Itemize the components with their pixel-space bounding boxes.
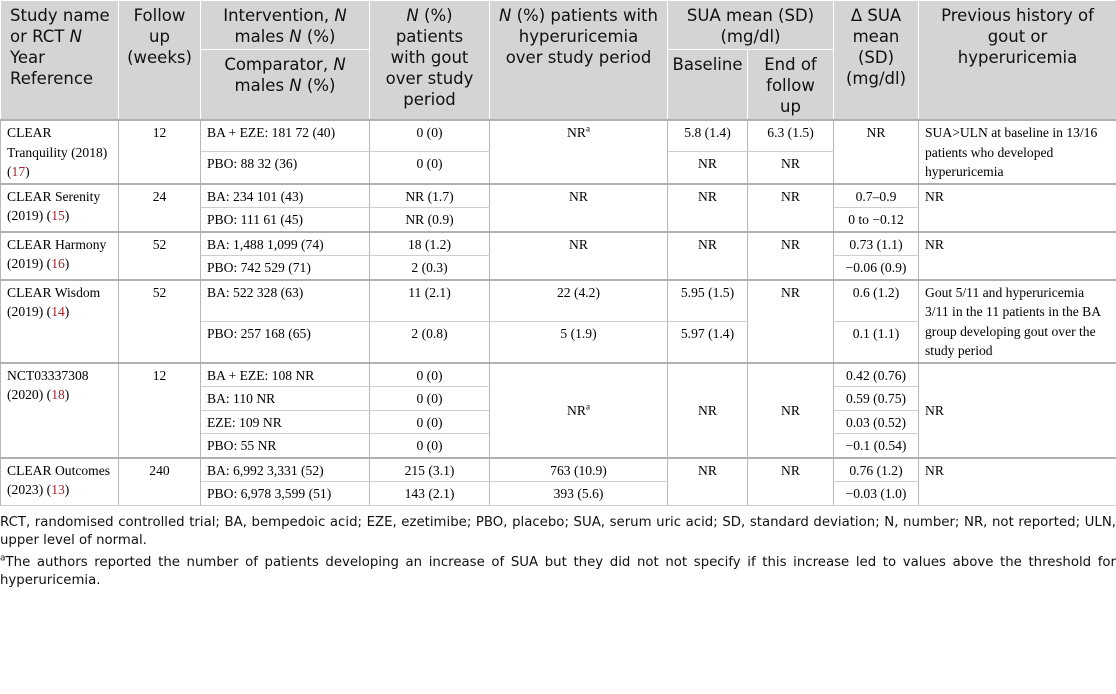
gout-cell: 2 (0.3) <box>370 256 490 280</box>
study-name-cell: CLEAR Serenity (2019) (15) <box>1 184 119 232</box>
gout-cell: 0 (0) <box>370 387 490 411</box>
footnote-abbreviations: RCT, randomised controlled trial; BA, bempedoic acid; EZE, ezetimibe; PBO, placebo; SUA, serum uric acid; SD, standard deviation; N, number; NR, not reported; ULN, upper level of normal. <box>0 514 1116 548</box>
header-hyper: N (%) patients with hyperuricemia over study period <box>490 1 668 121</box>
delta-sua-cell: 0.59 (0.75) <box>834 387 919 411</box>
delta-sua-cell: 0.76 (1.2) <box>834 458 919 482</box>
gout-cell: 0 (0) <box>370 152 490 184</box>
table-body <box>1 120 1116 505</box>
footnote-a-text: The authors reported the number of patients developing an increase of SUA but they did not not specify if this increase led to values above the threshold for hyperuricemia. <box>0 554 1116 588</box>
reference-link[interactable]: 13 <box>51 482 65 497</box>
followup-cell: 12 <box>119 120 201 184</box>
header-baseline: Baseline <box>668 50 748 121</box>
hyperuricemia-cell: $NR^a$ <box>490 120 668 184</box>
footnote-a-marker: a <box>0 553 6 564</box>
study-name: CLEAR Tranquility <box>7 125 68 160</box>
reference-link[interactable]: 16 <box>51 256 65 271</box>
arm-cell: BA: 522 328 (63) <box>201 280 370 322</box>
sua-baseline-cell: NR <box>668 232 748 280</box>
delta-sua-cell: 0.7–0.9 <box>834 184 919 208</box>
study-year: (2018) <box>71 144 108 160</box>
hyperuricemia-cell: NR <box>490 184 668 232</box>
delta-sua-cell: −0.1 (0.54) <box>834 434 919 458</box>
header-history: Previous history of gout or hyperuricemia <box>919 1 1116 121</box>
sua-baseline-cell: 5.95 (1.5) <box>668 280 748 322</box>
study-name: CLEAR Serenity <box>7 188 101 204</box>
sua-baseline-cell: NR <box>668 184 748 232</box>
arm-cell: PBO: 88 32 (36) <box>201 152 370 184</box>
history-cell: NR <box>919 232 1116 280</box>
study-year: (2019) <box>7 208 44 223</box>
header-followup: Follow up (weeks) <box>119 1 201 121</box>
followup-cell: 24 <box>119 184 201 232</box>
sua-end-cell: NR <box>748 280 834 363</box>
history-cell: NR <box>919 363 1116 458</box>
arm-cell: BA: 234 101 (43) <box>201 184 370 208</box>
followup-cell: 52 <box>119 232 201 280</box>
arm-cell: PBO: 257 168 (65) <box>201 321 370 363</box>
gout-cell: 215 (3.1) <box>370 458 490 482</box>
header-study: Study name or RCT N Year Reference <box>1 1 119 121</box>
arm-cell: PBO: 742 529 (71) <box>201 256 370 280</box>
sua-baseline-cell: NR <box>668 458 748 506</box>
arm-cell: BA + EZE: 108 NR <box>201 363 370 387</box>
table-row <box>1 363 1116 387</box>
delta-sua-cell: −0.03 (1.0) <box>834 482 919 506</box>
history-cell: NR <box>919 184 1116 232</box>
study-name: NCT03337308 <box>7 367 89 383</box>
hyperuricemia-cell: 763 (10.9) <box>490 458 668 482</box>
sua-end-cell: NR <box>748 152 834 184</box>
arm-cell: BA: 110 NR <box>201 387 370 411</box>
gout-cell: 0 (0) <box>370 434 490 458</box>
header-sua: SUA mean (SD) (mg/dl) <box>668 1 834 50</box>
header-delta: Δ SUA mean (SD) (mg/dl) <box>834 1 919 121</box>
gout-cell: 143 (2.1) <box>370 482 490 506</box>
hyperuricemia-cell: $NR^a$ <box>490 363 668 458</box>
sua-end-cell: NR <box>748 232 834 280</box>
table-footnotes <box>0 506 1116 590</box>
arm-cell: PBO: 55 NR <box>201 434 370 458</box>
delta-sua-cell: 0 to −0.12 <box>834 208 919 232</box>
study-year: (2023) <box>7 482 44 497</box>
footnote-a <box>0 554 1116 590</box>
table-row <box>1 184 1116 208</box>
study-name-cell: CLEAR Tranquility (2018) (17) <box>1 120 119 184</box>
study-name-cell: CLEAR Outcomes (2023) (13) <box>1 458 119 506</box>
sua-end-cell: NR <box>748 458 834 506</box>
table-row <box>1 120 1116 152</box>
gout-cell: 0 (0) <box>370 120 490 152</box>
gout-cell: 11 (2.1) <box>370 280 490 322</box>
study-year: (2019) <box>7 304 44 319</box>
delta-sua-cell: 0.03 (0.52) <box>834 410 919 434</box>
history-cell: NR <box>919 458 1116 506</box>
history-cell: Gout 5/11 and hyperuricemia 3/11 in the 11 patients in the BA group developing gout over the study period <box>919 280 1116 363</box>
arm-cell: BA + EZE: 181 72 (40) <box>201 120 370 152</box>
gout-cell: 0 (0) <box>370 410 490 434</box>
arm-cell: PBO: 111 61 (45) <box>201 208 370 232</box>
study-year: (2020) <box>7 387 44 402</box>
sua-end-cell: 6.3 (1.5) <box>748 120 834 152</box>
header-gout: N (%) patients with gout over study period <box>370 1 490 121</box>
study-name: CLEAR Harmony <box>7 236 107 252</box>
followup-cell: 52 <box>119 280 201 363</box>
arm-cell: EZE: 109 NR <box>201 410 370 434</box>
footnote-marker: a <box>585 401 590 412</box>
delta-sua-cell: 0.6 (1.2) <box>834 280 919 322</box>
sua-baseline-cell: NR <box>668 363 748 458</box>
arm-cell: BA: 1,488 1,099 (74) <box>201 232 370 256</box>
sua-baseline-cell: NR <box>668 152 748 184</box>
header-intervention: Intervention, N males N (%) <box>201 1 370 50</box>
header-end: End of follow up <box>748 50 834 121</box>
study-name-cell: CLEAR Wisdom (2019) (14) <box>1 280 119 363</box>
reference-link[interactable]: 15 <box>51 208 65 223</box>
gout-cell: 0 (0) <box>370 363 490 387</box>
followup-cell: 12 <box>119 363 201 458</box>
hyperuricemia-cell: 393 (5.6) <box>490 482 668 506</box>
sua-baseline-cell: 5.97 (1.4) <box>668 321 748 363</box>
hyperuricemia-cell: 22 (4.2) <box>490 280 668 322</box>
study-year: (2019) <box>7 256 44 271</box>
gout-cell: NR (1.7) <box>370 184 490 208</box>
delta-sua-cell: NR <box>834 120 919 184</box>
table-header <box>1 1 1116 121</box>
table-row <box>1 232 1116 256</box>
study-name-cell: NCT03337308 (2020) (18) <box>1 363 119 458</box>
table-row <box>1 280 1116 322</box>
footnote-marker: a <box>585 123 590 134</box>
sua-baseline-cell: 5.8 (1.4) <box>668 120 748 152</box>
table-row <box>1 458 1116 482</box>
followup-cell: 240 <box>119 458 201 506</box>
hyperuricemia-cell: 5 (1.9) <box>490 321 668 363</box>
gout-cell: 18 (1.2) <box>370 232 490 256</box>
delta-sua-cell: −0.06 (0.9) <box>834 256 919 280</box>
reference-link[interactable]: 14 <box>51 304 65 319</box>
sua-end-cell: NR <box>748 184 834 232</box>
history-cell: SUA>ULN at baseline in 13/16 patients who developed hyperuricemia <box>919 120 1116 184</box>
arm-cell: BA: 6,992 3,331 (52) <box>201 458 370 482</box>
hyperuricemia-cell: NR <box>490 232 668 280</box>
gout-cell: NR (0.9) <box>370 208 490 232</box>
arm-cell: PBO: 6,978 3,599 (51) <box>201 482 370 506</box>
delta-sua-cell: 0.42 (0.76) <box>834 363 919 387</box>
delta-sua-cell: 0.1 (1.1) <box>834 321 919 363</box>
study-name: CLEAR Wisdom <box>7 284 101 300</box>
study-name-cell: CLEAR Harmony (2019) (16) <box>1 232 119 280</box>
sua-end-cell: NR <box>748 363 834 458</box>
reference-link[interactable]: 18 <box>51 387 65 402</box>
header-comparator: Comparator, N males N (%) <box>201 50 370 121</box>
study-name: CLEAR Outcomes <box>7 462 111 478</box>
delta-sua-cell: 0.73 (1.1) <box>834 232 919 256</box>
reference-link[interactable]: 17 <box>11 164 26 179</box>
gout-cell: 2 (0.8) <box>370 321 490 363</box>
